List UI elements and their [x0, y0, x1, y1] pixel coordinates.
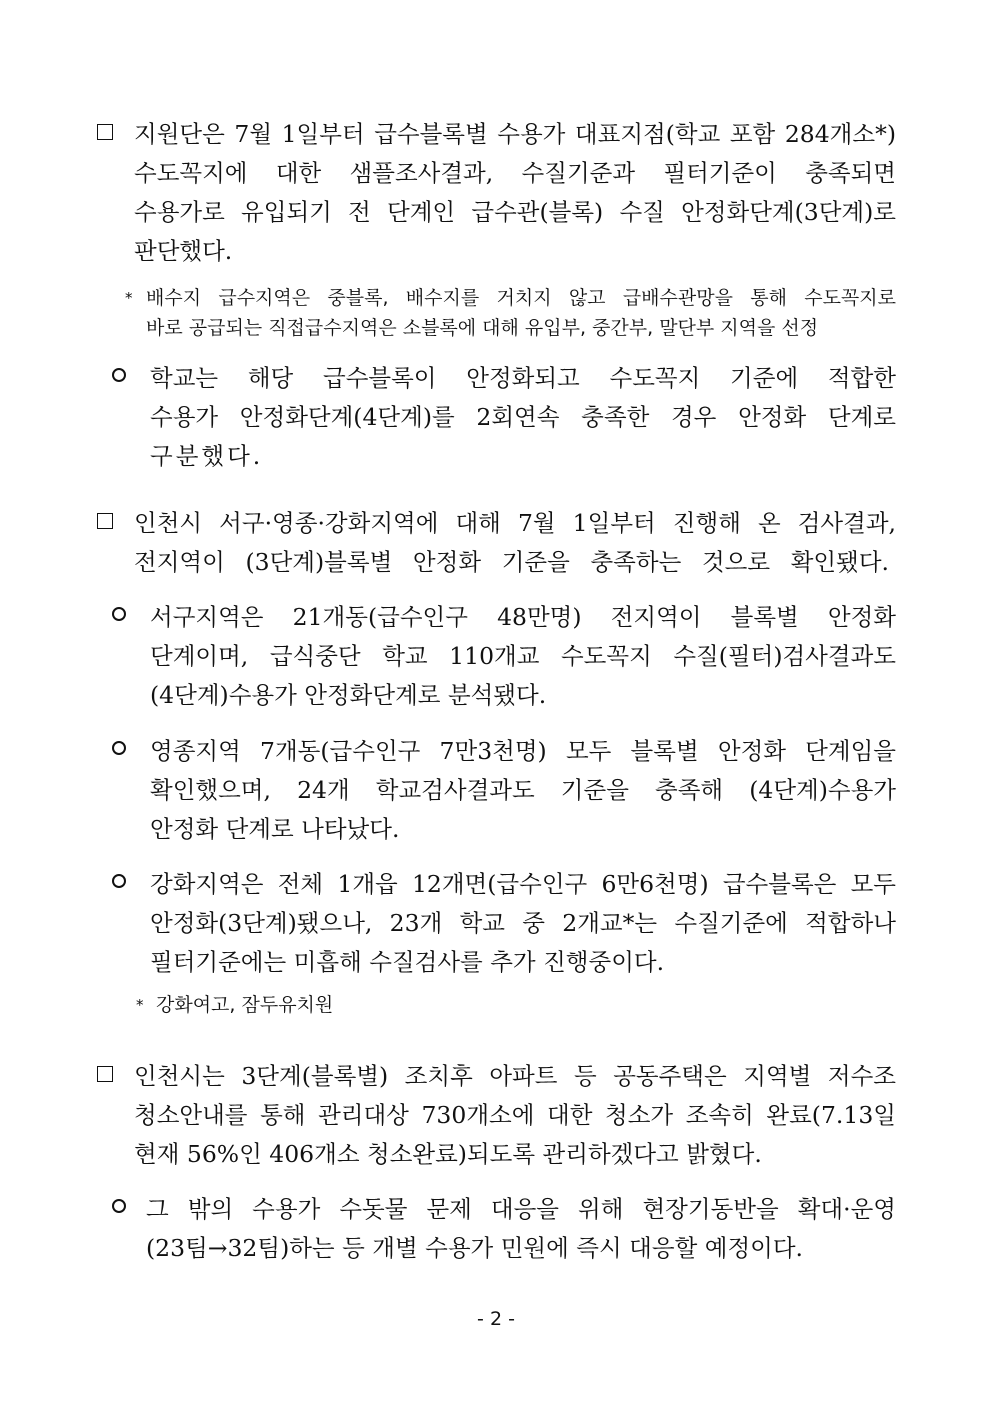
bullet-text-line: 안정화 단계로 나타났다.: [150, 815, 400, 843]
bullet-circle-icon: [112, 874, 126, 888]
footnote-marker: *: [125, 289, 133, 307]
bullet-text-line: 필터기준에는 미흡해 수질검사를 추가 진행중이다.: [150, 948, 665, 976]
bullet-text-line: 영종지역 7개동(급수인구 7만3천명) 모두 블록별 안정화 단계임을: [150, 737, 896, 765]
section-text-line: 수용가로 유입되기 전 단계인 급수관(블록) 수질 안정화단계(3단계)로: [134, 198, 896, 226]
bullet-circle-icon: [112, 741, 126, 755]
bullet-text-line: 단계이며, 급식중단 학교 110개교 수도꼭지 수질(필터)검사결과도: [150, 642, 896, 670]
bullet-text-line: 구분했다.: [150, 442, 264, 470]
bullet-text-line: 수용가 안정화단계(4단계)를 2회연속 충족한 경우 안정화 단계로: [150, 403, 896, 431]
footnote-marker: *: [136, 996, 144, 1014]
footnote-line: 배수지 급수지역은 중블록, 배수지를 거치지 않고 급배수관망을 통해 수도꼭지로: [146, 287, 896, 309]
footnote-line: 바로 공급되는 직접급수지역은 소블록에 대해 유입부, 중간부, 말단부 지역을 선정: [146, 317, 819, 339]
checkbox-square-icon: [97, 1066, 113, 1082]
bullet-text-line: 안정화(3단계)됐으나, 23개 학교 중 2개교*는 수질기준에 적합하나: [150, 909, 896, 937]
bullet-circle-icon: [112, 368, 126, 382]
checkbox-square-icon: [97, 124, 113, 140]
checkbox-square-icon: [97, 513, 113, 529]
bullet-text-line: 그 밖의 수용가 수돗물 문제 대응을 위해 현장기동반을 확대·운영: [146, 1195, 896, 1223]
bullet-text-line: (23팀→32팀)하는 등 개별 수용가 민원에 즉시 대응할 예정이다.: [146, 1234, 804, 1262]
section-text-line: 판단했다.: [134, 237, 233, 265]
bullet-text-line: 서구지역은 21개동(급수인구 48만명) 전지역이 블록별 안정화: [150, 603, 896, 631]
section-text-line: 전지역이 (3단계)블록별 안정화 기준을 충족하는 것으로 확인됐다.: [134, 548, 889, 576]
bullet-text-line: 강화지역은 전체 1개읍 12개면(급수인구 6만6천명) 급수블록은 모두: [150, 870, 896, 898]
bullet-circle-icon: [112, 607, 126, 621]
section-text-line: 현재 56%인 406개소 청소완료)되도록 관리하겠다고 밝혔다.: [134, 1140, 762, 1168]
bullet-circle-icon: [112, 1199, 126, 1213]
page-number: - 2 -: [477, 1308, 515, 1330]
section-text-line: 인천시 서구·영종·강화지역에 대해 7월 1일부터 진행해 온 검사결과,: [134, 509, 896, 537]
footnote-line: 강화여고, 잠두유치원: [156, 994, 334, 1016]
bullet-text-line: 확인했으며, 24개 학교검사결과도 기준을 충족해 (4단계)수용가: [150, 776, 896, 804]
bullet-text-line: 학교는 해당 급수블록이 안정화되고 수도꼭지 기준에 적합한: [150, 364, 896, 392]
bullet-text-line: (4단계)수용가 안정화단계로 분석됐다.: [150, 681, 547, 709]
section-text-line: 인천시는 3단계(블록별) 조치후 아파트 등 공동주택은 지역별 저수조: [134, 1062, 896, 1090]
section-text-line: 수도꼭지에 대한 샘플조사결과, 수질기준과 필터기준이 충족되면: [134, 159, 896, 187]
section-text-line: 지원단은 7월 1일부터 급수블록별 수용가 대표지점(학교 포함 284개소*): [134, 120, 896, 148]
section-text-line: 청소안내를 통해 관리대상 730개소에 대한 청소가 조속히 완료(7.13일: [134, 1101, 896, 1129]
